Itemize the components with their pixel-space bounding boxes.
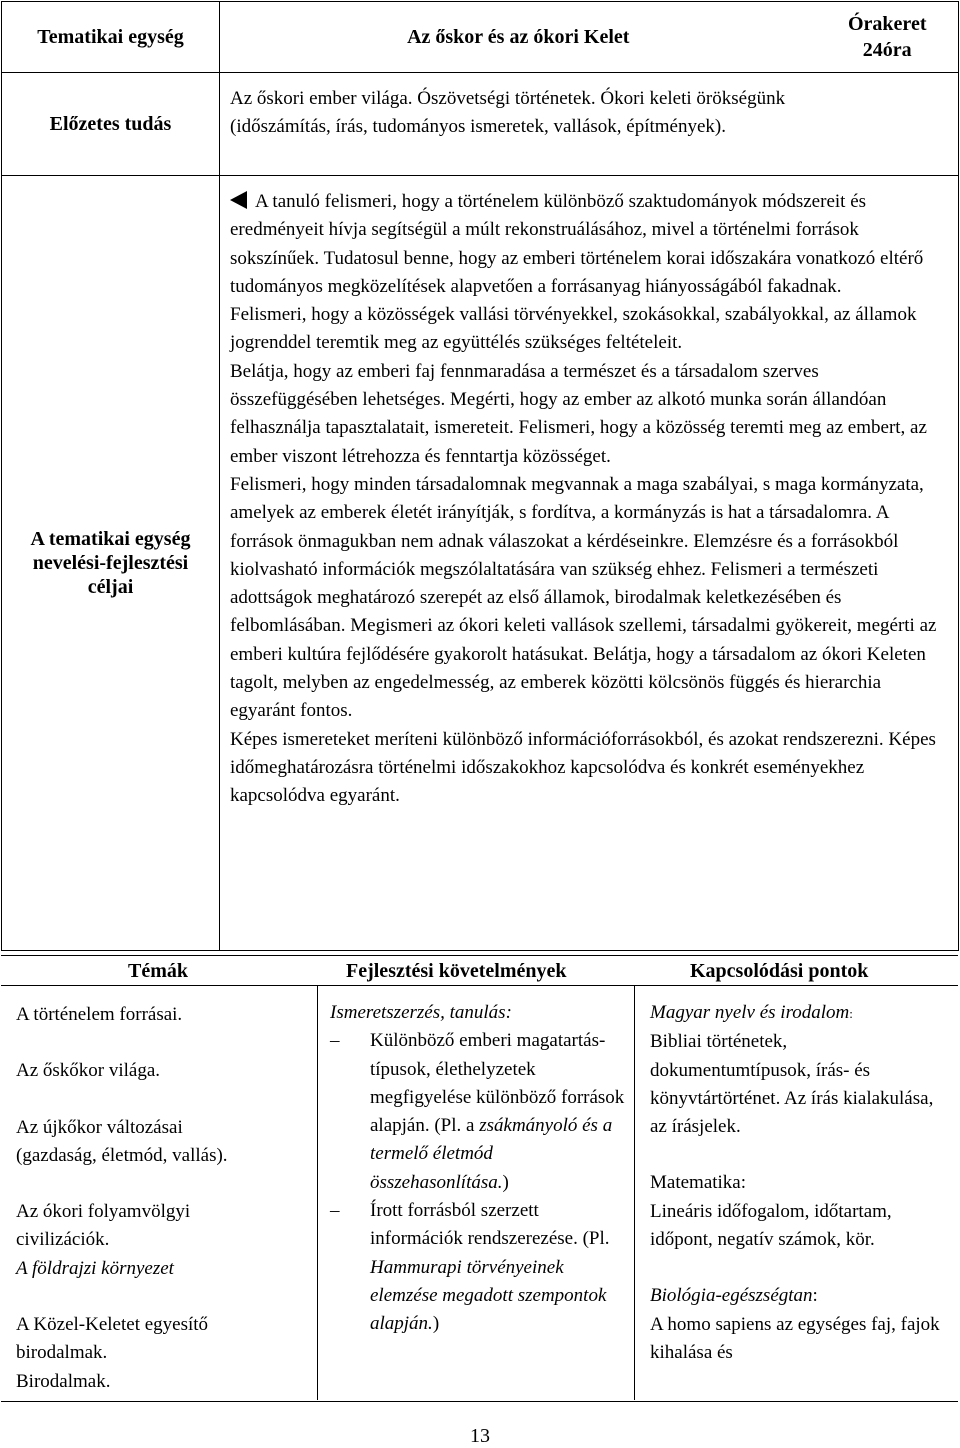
topic-item: Az újkőkor változásai bbox=[16, 1116, 183, 1138]
column-header-divider bbox=[1, 985, 958, 986]
requirements-subheading: Ismeretszerzés, tanulás: bbox=[330, 1002, 512, 1023]
goals-paragraph-5: Képes ismereteket meríteni különböző információforrásokból, és azokat rendszerezni. Képes időmeghatározásra történelmi időszakokhoz kapcsolódva és konkrét eseményekhez kapcsolódva egyaránt. bbox=[230, 728, 936, 807]
prior-text: Az őskori ember világa. Ószövetségi történetek. Ókori keleti örökségünk (időszámítás, írás, tudományos ismeretek, vallások, építmények). bbox=[230, 88, 786, 138]
topic-item: A történelem forrásai. bbox=[16, 1004, 183, 1025]
connections-column bbox=[650, 999, 950, 1367]
unit-label-cell bbox=[2, 2, 220, 73]
goals-paragraph-2: Felismeri, hogy a közösségek vallási törvényekkel, szokásokkal, szabályokkal, az államok jogrenddel teremtik meg az együttélés szükséges feltételeit. bbox=[230, 304, 917, 354]
triangle-left-icon bbox=[230, 191, 247, 209]
goals-text-cell bbox=[220, 176, 959, 951]
topic-item: Az őskőkor világa. bbox=[16, 1060, 161, 1082]
page-number: 13 bbox=[470, 1425, 490, 1447]
hours-value: 24óra bbox=[862, 39, 912, 61]
requirements-heading: Fejlesztési követelmények bbox=[346, 960, 567, 982]
hours-label: Órakeret bbox=[848, 13, 927, 35]
topic-item: Az ókori folyamvölgyi bbox=[16, 1201, 191, 1223]
unit-title-cell bbox=[220, 2, 817, 73]
unit-label: Tematikai egység bbox=[37, 26, 184, 48]
requirements-column bbox=[330, 999, 630, 1339]
curriculum-table bbox=[1, 1, 959, 951]
topic-item: (gazdaság, életmód, vallás). bbox=[16, 1144, 228, 1166]
hours-cell bbox=[817, 2, 959, 73]
goals-paragraph-3: Belátja, hogy az emberi faj fennmaradása a természet és a társadalom szerves összefüggésében lehetséges. Megérti, hogy az ember az alkotó munka során állandóan felhasználja tapasztalatait, ismereteit. Felismeri, hogy a közösség teremti meg az embert, az ember viszont létrehozza és fenntartja közösséget. bbox=[230, 360, 927, 467]
topics-column bbox=[16, 1001, 311, 1396]
connection-block: Magyar nyelv és irodalom: Bibliai történetek, dokumentumtípusok, írás- és könyvtártörténet. Az írás kialakulása, az írásjelek. bbox=[650, 1002, 934, 1138]
connection-block: Biológia-egészségtan: A homo sapiens az egységes faj, fajok kihalása és bbox=[650, 1285, 940, 1363]
unit-title: Az őskor és az ókori Kelet bbox=[407, 25, 630, 48]
column-divider-1 bbox=[317, 985, 318, 1400]
prior-label: Előzetes tudás bbox=[49, 113, 172, 135]
topic-item: A Közel-Keletet egyesítő bbox=[16, 1314, 209, 1336]
topic-item: birodalmak. bbox=[16, 1342, 108, 1364]
connections-heading: Kapcsolódási pontok bbox=[690, 960, 869, 982]
goals-label-cell bbox=[2, 176, 220, 951]
requirement-item: – Különböző emberi magatartás-típusok, élethelyzetek megfigyelése különböző források alapján. (Pl. a zsákmányoló és a termelő életmód összehasonlítása.) bbox=[330, 1027, 630, 1197]
topic-item: A földrajzi környezet bbox=[16, 1257, 174, 1279]
prior-text-cell bbox=[220, 73, 959, 176]
topics-heading: Témák bbox=[128, 960, 188, 982]
goals-paragraph-4: Felismeri, hogy minden társadalomnak megvannak a maga szabályai, s maga kormányzata, amelyek az emberek életét irányítják, s fordítva, a kormányzás is hat a társadalomra. A források önmagukban nem adnak válaszokat a kérdéseinkre. Elemzésre és a forrásokból kiolvasható információk megszólaltatására van szükség ehhez. Felismeri a természeti adottságok meghatározó szerepét az első államok, birodalmak keletkezésében és felbomlásában. Megismeri az ókori keleti vallások szellemi, társadalmi gyökereit, megérti az emberi kultúra fejlődésére gyakorolt hatásukat. Belátja, hogy a társadalom az ókori Keleten tagolt, melyben az engedelmesség, az emberek közötti kölcsönös függés és hierarchia egyaránt fontos. bbox=[230, 473, 937, 722]
goals-label: A tematikai egység nevelési-fejlesztési céljai bbox=[30, 528, 191, 598]
connection-block: Matematika: Lineáris időfogalom, időtartam, időpont, negatív számok, kör. bbox=[650, 1172, 892, 1251]
requirement-item: – Írott forrásból szerzett információk rendszerezése. (Pl. Hammurapi törvényeinek elemzése megadott szempontok alapján.) bbox=[330, 1197, 630, 1338]
topic-item: Birodalmak. bbox=[16, 1370, 111, 1392]
prior-label-cell bbox=[2, 73, 220, 176]
topic-item: civilizációk. bbox=[16, 1229, 110, 1251]
goals-paragraph-1: A tanuló felismeri, hogy a történelem különböző szaktudományok módszereit és eredményeit hívja segítségül a múlt rekonstruálásához, mivel a történelmi források sokszínűek. Tudatosul benne, hogy az emberi történelem korai időszakára vonatkozó eltérő tudományos megközelítések alapvetően a forrásanyag hiányosságából fakadnak. bbox=[230, 191, 924, 297]
column-divider-2 bbox=[634, 985, 635, 1400]
